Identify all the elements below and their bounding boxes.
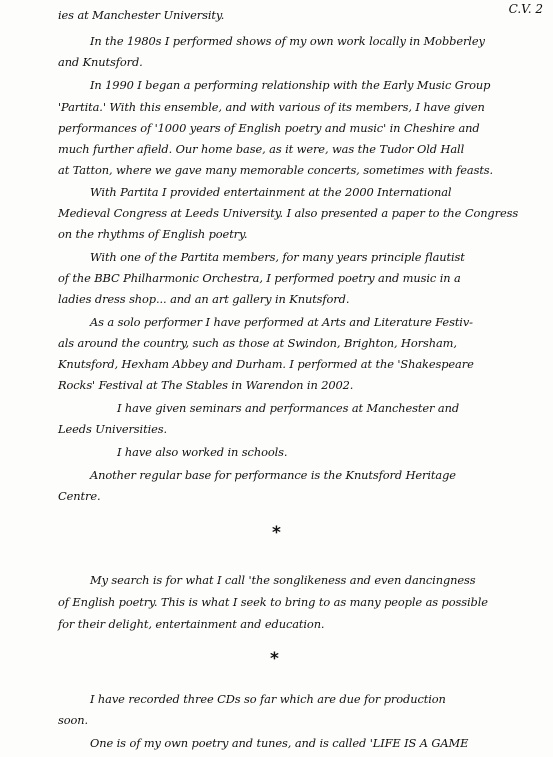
- text-line: Medieval Congress at Leeds University. I also presented a paper to the Congress: [58, 206, 519, 220]
- text-line: In the 1980s I performed shows of my own work locally in Mobberley: [90, 34, 485, 48]
- text-line: Another regular base for performance is the Knutsford Heritage: [90, 468, 456, 482]
- text-line: Centre.: [58, 489, 101, 503]
- text-line: In 1990 I began a performing relationship with the Early Music Group: [90, 78, 491, 92]
- text-line: of English poetry. This is what I seek to bring to as many people as possible: [58, 595, 488, 609]
- text-line: performances of '1000 years of English poetry and music' in Cheshire and: [58, 121, 480, 135]
- text-line: ies at Manchester University.: [58, 8, 225, 22]
- text-line: much further afield. Our home base, as it were, was the Tudor Old Hall: [58, 142, 465, 156]
- text-line: and Knutsford.: [58, 55, 143, 69]
- text-line: Leeds Universities.: [58, 422, 168, 436]
- text-line: 'Partita.' With this ensemble, and with various of its members, I have given: [58, 100, 485, 114]
- text-line: With Partita I provided entertainment at the 2000 International: [90, 185, 452, 199]
- text-line: Rocks' Festival at The Stables in Warendon in 2002.: [58, 378, 354, 392]
- text-line: One is of my own poetry and tunes, and is called 'LIFE IS A GAME: [90, 736, 469, 750]
- text-line: ladies dress shop... and an art gallery in Knutsford.: [58, 292, 350, 306]
- text-line: of the BBC Philharmonic Orchestra, I performed poetry and music in a: [58, 271, 461, 285]
- text-line: With one of the Partita members, for many years principle flautist: [90, 250, 465, 264]
- text-line: I have given seminars and performances at Manchester and: [117, 401, 460, 415]
- page-reference: C.V. 2: [508, 2, 543, 16]
- text-line: als around the country, such as those at Swindon, Brighton, Horsham,: [58, 336, 457, 350]
- text-line: soon.: [58, 713, 89, 727]
- text-line: for their delight, entertainment and education.: [58, 617, 325, 631]
- text-line: on the rhythms of English poetry.: [58, 227, 248, 241]
- text-line: My search is for what I call 'the songlikeness and even dancingness: [90, 573, 476, 587]
- text-line: Knutsford, Hexham Abbey and Durham. I performed at the 'Shakespeare: [58, 357, 474, 371]
- section-divider-asterisk: *: [272, 523, 281, 543]
- text-line: I have recorded three CDs so far which are due for production: [90, 692, 446, 706]
- section-divider-asterisk: *: [270, 649, 279, 669]
- text-line: I have also worked in schools.: [117, 445, 288, 459]
- text-line: As a solo performer I have performed at Arts and Literature Festiv-: [90, 315, 473, 329]
- text-line: at Tatton, where we gave many memorable concerts, sometimes with feasts.: [58, 163, 494, 177]
